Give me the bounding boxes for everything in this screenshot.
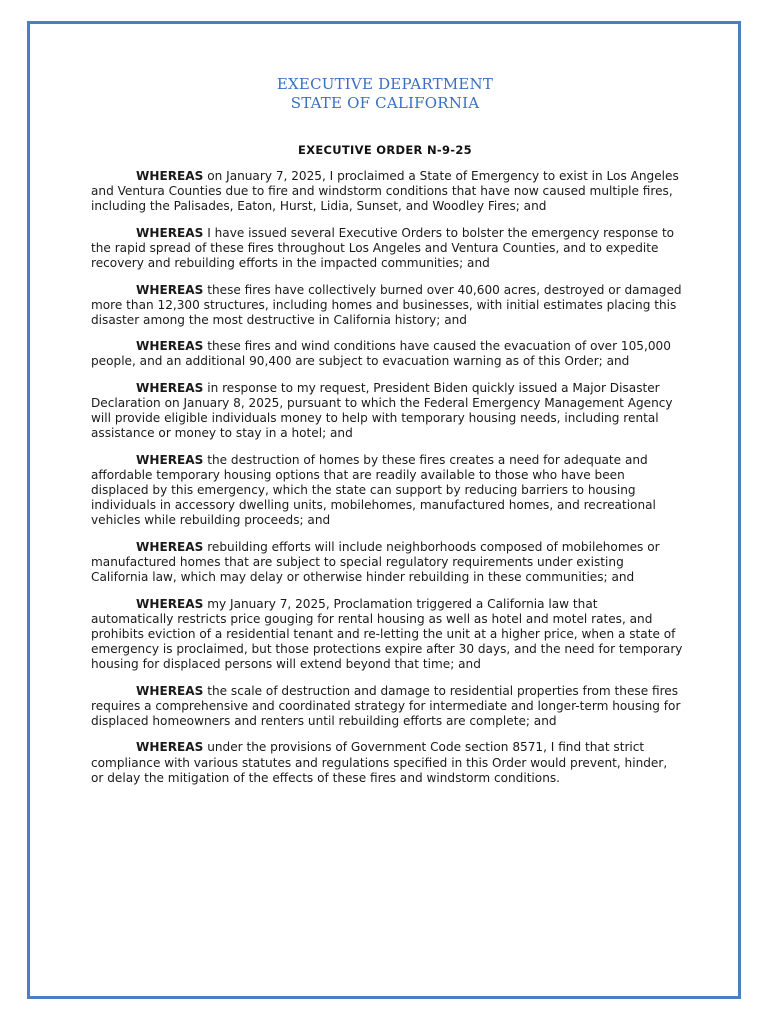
whereas-paragraph-9	[91, 684, 683, 729]
whereas-lead: WHEREAS	[136, 282, 204, 297]
whereas-lead: WHEREAS	[136, 339, 204, 354]
whereas-lead: WHEREAS	[136, 683, 204, 698]
whereas-lead: WHEREAS	[136, 596, 204, 611]
order-title: EXECUTIVE ORDER N-9-25	[298, 143, 472, 157]
whereas-paragraph-4	[91, 339, 683, 369]
paragraph-text: I have issued several Executive Orders to bolster the emergency response to the rapid spread of these fires throughout Los Angeles and Ventura Counties, and to expedite recovery and rebuilding efforts in the impacted communities; and	[91, 225, 675, 270]
whereas-lead: WHEREAS	[136, 381, 204, 396]
whereas-lead: WHEREAS	[136, 225, 204, 240]
whereas-paragraph-5	[91, 381, 683, 441]
paragraph-text: rebuilding efforts will include neighborhoods composed of mobilehomes or manufactured homes that are subject to special regulatory requirements under existing California law, which may delay or otherwise hinder rebuilding in these communities; and	[91, 539, 660, 585]
whereas-paragraph-8	[91, 597, 683, 672]
letterhead-state: STATE OF CALIFORNIA	[290, 94, 480, 112]
paragraph-text: my January 7, 2025, Proclamation triggered a California law that automatically restricts price gouging for rental housing as well as hotel and motel rates, and prohibits eviction of a residential tenant and re-letting the unit at a higher price, when a state of emergency is proclaimed, but those protections expire after 30 days, and the need for temporary housing for displaced persons will extend beyond that time; and	[91, 596, 683, 672]
whereas-lead: WHEREAS	[136, 539, 204, 554]
whereas-lead: WHEREAS	[136, 169, 204, 183]
paragraph-text: in response to my request, President Biden quickly issued a Major Disaster Declaration on January 8, 2025, pursuant to which the Federal Emergency Management Agency will provide eligible individuals money to help with temporary housing needs, including rental assistance or money to stay in a hotel; and	[91, 381, 673, 441]
whereas-paragraph-10	[91, 740, 683, 785]
whereas-paragraph-2	[91, 226, 683, 271]
whereas-lead: WHEREAS	[136, 452, 204, 467]
paragraph-text: the destruction of homes by these fires creates a need for adequate and affordable temporary housing options that are readily available to those who have been displaced by this emergency, which the state can support by reducing barriers to housing individuals in accessory dwelling units, mobilehomes, manufactured homes, and recreational vehicles while rebuilding proceeds; and	[91, 452, 656, 528]
order-body	[91, 169, 683, 797]
paragraph-text: these fires have collectively burned over 40,600 acres, destroyed or damaged more than 12,300 structures, including homes and businesses, with initial estimates placing this disaster among the most destructive in California history; and	[91, 282, 682, 327]
letterhead-department: EXECUTIVE DEPARTMENT	[276, 75, 494, 93]
whereas-paragraph-7	[91, 540, 683, 585]
paragraph-text: the scale of destruction and damage to residential properties from these fires requires a comprehensive and coordinated strategy for intermediate and longer-term housing for displaced homeowners and renters until rebuilding efforts are complete; and	[91, 683, 681, 728]
whereas-paragraph-1	[91, 169, 683, 214]
paragraph-text: these fires and wind conditions have caused the evacuation of over 105,000 people, and an additional 90,400 are subject to evacuation warning as of this Order; and	[91, 339, 671, 369]
whereas-lead: WHEREAS	[136, 740, 204, 755]
paragraph-text: under the provisions of Government Code section 8571, I find that strict compliance with various statutes and regulations specified in this Order would prevent, hinder, or delay the mitigation of the effects of these fires and windstorm conditions.	[91, 740, 668, 785]
whereas-paragraph-6	[91, 453, 683, 528]
paragraph-text: on January 7, 2025, I proclaimed a State of Emergency to exist in Los Angeles and Ventura Counties due to fire and windstorm conditions that have now caused multiple fires, including the Palisades, Eaton, Hurst, Lidia, Sunset, and Woodley Fires; and	[91, 169, 679, 214]
whereas-paragraph-3	[91, 283, 683, 328]
